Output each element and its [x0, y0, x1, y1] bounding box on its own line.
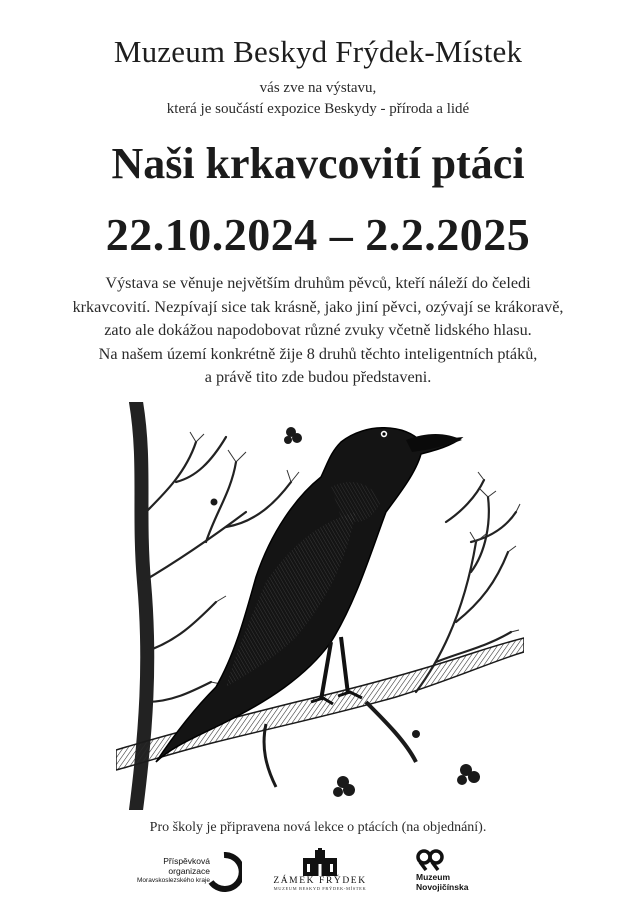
- org-line-1: Příspěvková organizace: [163, 856, 210, 876]
- school-lesson-note: Pro školy je připravena nová lekce o ptácích (na objednání).: [149, 820, 487, 835]
- regional-organization-logo: [130, 852, 240, 892]
- circle-segment-icon: [206, 852, 242, 892]
- museum-novojicinska-logo: [402, 848, 492, 896]
- castle-icon: [299, 848, 341, 876]
- invite-line-1: vás zve na výstavu,: [259, 80, 377, 96]
- org-line-2: Moravskoslezského kraje: [137, 877, 210, 884]
- description-line: Na našem území konkrétně žije 8 druhů těchto inteligentních ptáků,: [98, 344, 538, 363]
- description-line: krkavcovití. Nezpívají sice tak krásně, jako jiní pěvci, ozývají se krákoravě,: [72, 297, 564, 316]
- exhibition-title: Naši krkavcovití ptáci: [111, 139, 525, 188]
- description-line: a právě tito zde budou představeni.: [204, 368, 432, 386]
- museum2-line-1: Muzeum: [416, 872, 450, 882]
- raven-illustration: [116, 402, 524, 810]
- museum2-line-2: Novojičínska: [416, 882, 469, 892]
- castle-subtitle: MUZEUM BESKYD FRÝDEK-MÍSTEK: [273, 886, 367, 891]
- museum-name: Muzeum Beskyd Frýdek-Místek: [113, 34, 523, 69]
- exhibition-dates: 22.10.2024 – 2.2.2025: [105, 209, 531, 260]
- castle-frydek-logo: [270, 848, 370, 896]
- invite-line-2: která je součástí expozice Beskydy - příroda a lidé: [166, 101, 470, 117]
- sponsor-logos: [0, 848, 636, 898]
- perch-branch: [116, 638, 524, 770]
- castle-name: ZÁMEK FRÝDEK: [273, 876, 367, 886]
- description-line: zato ale dokážou napodobovat různé zvuky včetně lidského hlasu.: [104, 321, 532, 339]
- exhibition-description: [0, 272, 636, 390]
- description-line: Výstava se věnuje největším druhům pěvců, kteří náleží do čeledi: [105, 274, 531, 292]
- museum-mark-icon: [416, 849, 446, 871]
